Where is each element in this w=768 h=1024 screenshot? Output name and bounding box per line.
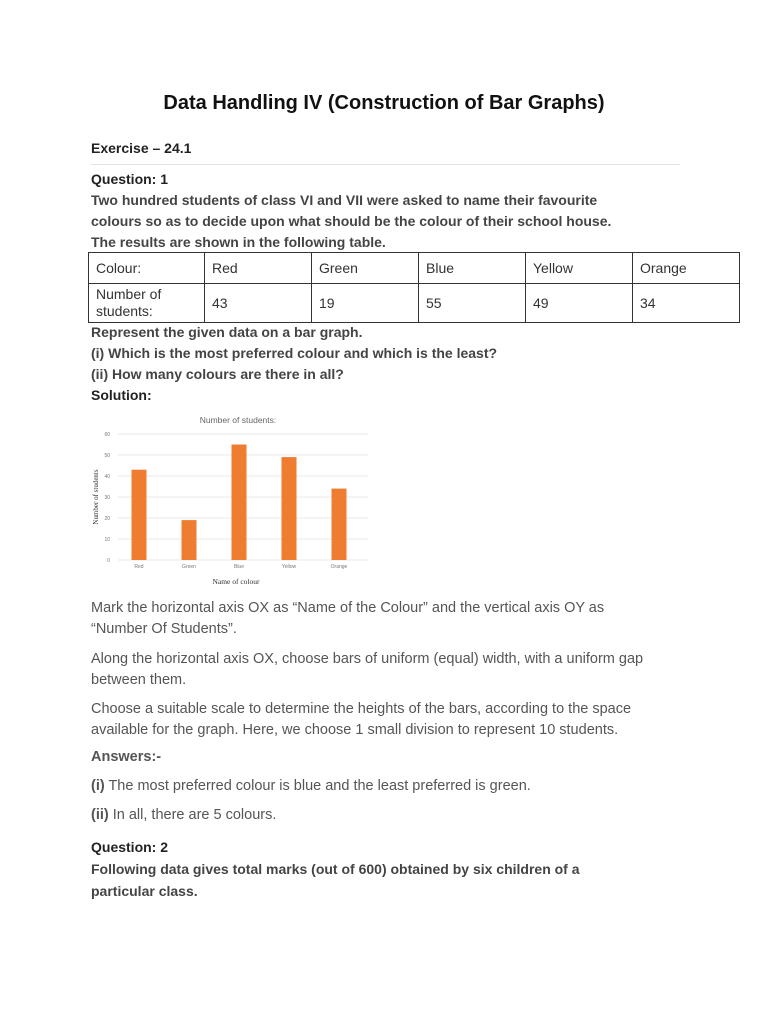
bar-chart [88, 410, 373, 590]
bar [232, 445, 247, 561]
y-tick-label: 20 [104, 516, 110, 522]
table-cell: 49 [526, 284, 633, 323]
paragraph-line: “Number Of Students”. [91, 621, 237, 637]
y-tick-label: 10 [104, 537, 110, 543]
question-1 [91, 169, 711, 253]
table-cell: 19 [312, 284, 419, 323]
y-tick-label: 30 [104, 495, 110, 501]
question-2-heading: Question: 2 [91, 839, 169, 855]
bar [132, 470, 147, 560]
question-1-line: Two hundred students of class VI and VII were asked to name their favourite [91, 192, 598, 208]
y-tick-label: 60 [104, 432, 110, 438]
task-line: (ii) How many colours are there in all? [91, 366, 344, 382]
table-cell [89, 284, 205, 323]
paragraph-line: Along the horizontal axis OX, choose bars of uniform (equal) width, with a uniform gap [91, 651, 644, 667]
answer-2-label: (ii) [91, 807, 109, 823]
table-row [89, 253, 740, 284]
y-tick-label: 40 [104, 474, 110, 480]
table-cell: 43 [205, 284, 312, 323]
question-2-line: Following data gives total marks (out of 600) obtained by six children of a [91, 861, 580, 877]
paragraph-line: Choose a suitable scale to determine the heights of the bars, according to the space [91, 701, 632, 717]
y-axis-label: Number of students [92, 469, 100, 525]
table-cell: 34 [633, 284, 740, 323]
table-row [89, 284, 740, 323]
x-tick-label: Blue [233, 564, 245, 570]
question-2 [91, 836, 711, 902]
question-1-tasks [91, 322, 711, 406]
row-label-line: students: [96, 303, 153, 319]
paragraph [91, 699, 701, 741]
task-line: Represent the given data on a bar graph. [91, 324, 363, 340]
x-tick-label: Green [182, 564, 196, 570]
x-axis-label: Name of colour [212, 577, 260, 586]
row-label-line: Number of [96, 286, 162, 302]
colour-table [88, 252, 740, 323]
exercise-heading: Exercise – 24.1 [91, 140, 192, 156]
answer-1-text: The most preferred colour is blue and the least preferred is green. [104, 778, 531, 794]
question-1-line: colours so as to decide upon what should be the colour of their school house. [91, 213, 612, 229]
divider [91, 164, 680, 165]
answer-1-label: (i) [91, 778, 105, 794]
paragraph [91, 649, 701, 691]
x-tick-label: Yellow [281, 564, 297, 570]
bar [332, 489, 347, 560]
answer-2 [91, 807, 276, 823]
question-2-line: particular class. [91, 883, 198, 899]
bar [182, 520, 197, 560]
x-tick-label: Orange [330, 564, 348, 570]
question-1-heading: Question: 1 [91, 171, 169, 187]
table-cell: 55 [419, 284, 526, 323]
paragraph [91, 598, 701, 640]
solution-heading: Solution: [91, 387, 152, 403]
table-cell: Blue [419, 253, 526, 284]
answers-heading: Answers:- [91, 749, 162, 765]
x-tick-label: Red [134, 564, 144, 570]
page-title: Data Handling IV (Construction of Bar Graphs) [163, 92, 605, 114]
paragraph-line: available for the graph. Here, we choose 1 small division to represent 10 students. [91, 722, 619, 738]
question-1-line: The results are shown in the following table. [91, 234, 386, 250]
y-tick-label: 0 [107, 558, 110, 564]
table-cell: Orange [633, 253, 740, 284]
paragraph-line: Mark the horizontal axis OX as “Name of the Colour” and the vertical axis OY as [91, 600, 605, 616]
task-line: (i) Which is the most preferred colour and which is the least? [91, 345, 498, 361]
table-cell: Yellow [526, 253, 633, 284]
y-tick-label: 50 [104, 453, 110, 459]
paragraph-line: between them. [91, 672, 187, 688]
table-cell: Green [312, 253, 419, 284]
answer-2-text: In all, there are 5 colours. [108, 807, 277, 823]
table-cell: Colour: [89, 253, 205, 284]
chart-title: Number of students: [199, 415, 277, 425]
table-cell: Red [205, 253, 312, 284]
bar [282, 457, 297, 560]
answer-1 [91, 778, 531, 794]
